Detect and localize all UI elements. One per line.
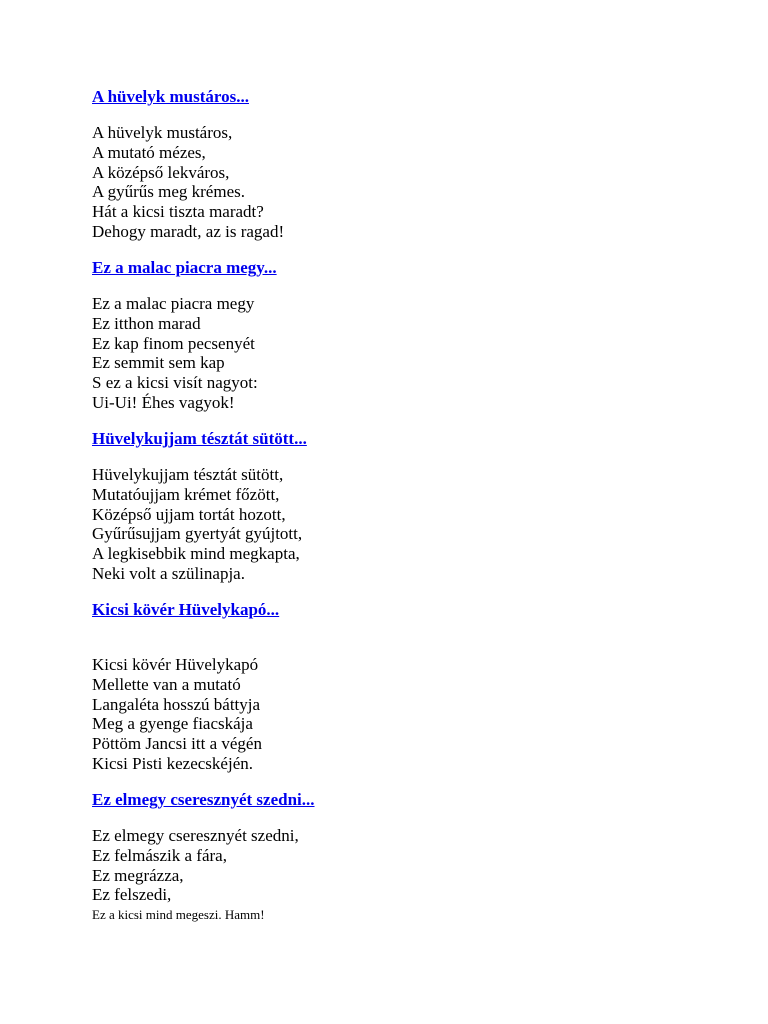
section-3-poem — [92, 465, 302, 584]
poem-line: A gyűrűs meg krémes. — [92, 182, 245, 202]
poem-line: Ui-Ui! Éhes vagyok! — [92, 392, 235, 412]
poem-line: Ez itthon marad — [92, 313, 201, 333]
poem-line: Ez kap finom pecsenyét — [92, 333, 255, 353]
poem-line: A legkisebbik mind megkapta, — [92, 544, 300, 564]
section-4-poem — [92, 655, 262, 774]
poem-line: Meg a gyenge fiacskája — [92, 714, 253, 734]
poem-line: Ez megrázza, — [92, 865, 184, 885]
poem-line: Gyűrűsujjam gyertyát gyújtott, — [92, 524, 303, 544]
poem-line: A mutató mézes, — [92, 142, 206, 162]
poem-line: A középső lekváros, — [92, 162, 230, 182]
section-1-title-link[interactable]: A hüvelyk mustáros... — [92, 87, 249, 106]
poem-line: Ez felmászik a fára, — [92, 845, 227, 865]
poem-line: Hát a kicsi tiszta maradt? — [92, 202, 264, 222]
poem-line: A hüvelyk mustáros, — [92, 123, 233, 142]
section-4-title-link[interactable]: Kicsi kövér Hüvelykapó... — [92, 600, 280, 619]
section-2-title-link[interactable]: Ez a malac piacra megy... — [92, 258, 277, 277]
section-5-title-link[interactable]: Ez elmegy cseresznyét szedni... — [92, 790, 315, 809]
section-2-poem — [92, 294, 258, 413]
poem-line: Középső ujjam tortát hozott, — [92, 504, 286, 524]
poem-line: Ez felszedi, — [92, 885, 172, 905]
poem-line: Kicsi kövér Hüvelykapó — [92, 655, 259, 674]
section-3-title-link[interactable]: Hüvelykujjam tésztát sütött... — [92, 429, 307, 448]
poem-line: Ez a malac piacra megy — [92, 294, 255, 313]
poem-line: S ez a kicsi visít nagyot: — [92, 373, 258, 393]
poem-line: Ez semmit sem kap — [92, 353, 225, 373]
poem-line: Ez elmegy cseresznyét szedni, — [92, 826, 299, 845]
section-5-poem — [92, 826, 299, 923]
poem-line: Mellette van a mutató — [92, 674, 241, 694]
poem-line: Neki volt a szülinapja. — [92, 563, 245, 583]
poem-line: Ez a kicsi mind megeszi. Hamm! — [92, 907, 265, 923]
poem-line: Mutatóujjam krémet főzött, — [92, 484, 280, 504]
poem-line: Pöttöm Jancsi itt a végén — [92, 734, 262, 754]
poem-line: Langaléta hosszú báttyja — [92, 694, 261, 714]
section-1-poem — [92, 123, 284, 242]
poem-line: Kicsi Pisti kezecskéjén. — [92, 753, 253, 773]
poem-line: Dehogy maradt, az is ragad! — [92, 221, 285, 241]
poem-line: Hüvelykujjam tésztát sütött, — [92, 465, 284, 484]
